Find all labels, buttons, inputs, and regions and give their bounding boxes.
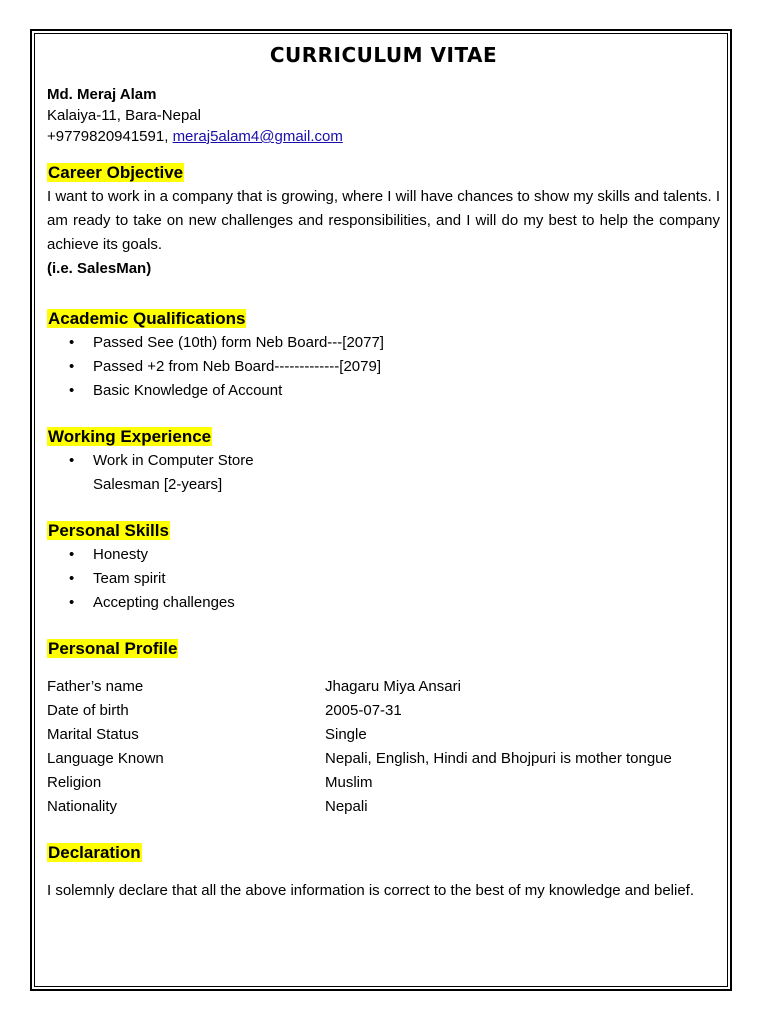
experience-detail: Salesman [2-years] xyxy=(93,476,223,493)
applicant-phone: +9779820941591, xyxy=(47,128,169,145)
academic-heading: Academic Qualifications xyxy=(48,309,246,328)
table-row: Marital Status Single xyxy=(47,726,367,743)
skills-list xyxy=(47,543,720,615)
list-item: • Basic Knowledge of Account xyxy=(69,382,283,399)
contact-block xyxy=(47,84,720,147)
career-objective-role: (i.e. SalesMan) xyxy=(47,260,152,277)
experience-list xyxy=(47,449,720,473)
cv-document xyxy=(47,40,720,903)
declaration-heading: Declaration xyxy=(48,843,141,862)
applicant-name: Md. Meraj Alam xyxy=(47,86,157,103)
declaration-text: I solemnly declare that all the above information is correct to the best of my knowledge and belief. xyxy=(47,882,695,899)
table-row: Language Known Nepali, English, Hindi and Bhojpuri is mother tongue xyxy=(47,750,672,767)
email-link[interactable]: meraj5alam4@gmail.com xyxy=(172,128,343,145)
profile-table xyxy=(47,675,672,819)
table-row: Date of birth 2005-07-31 xyxy=(47,702,402,719)
academic-list xyxy=(47,331,720,403)
career-objective-heading: Career Objective xyxy=(48,163,184,182)
table-row: Nationality Nepali xyxy=(47,798,368,815)
list-item: • Team spirit xyxy=(69,570,166,587)
list-item: • Passed See (10th) form Neb Board---[2077] xyxy=(69,334,384,351)
list-item: • Passed +2 from Neb Board-------------[2079] xyxy=(69,358,381,375)
table-row: Father’s name Jhagaru Miya Ansari xyxy=(47,678,461,695)
table-row: Religion Muslim xyxy=(47,774,373,791)
list-item: • Honesty xyxy=(69,546,149,563)
experience-heading: Working Experience xyxy=(48,427,212,446)
document-title: CURRICULUM VITAE xyxy=(269,43,498,67)
applicant-address: Kalaiya-11, Bara-Nepal xyxy=(47,107,201,124)
career-objective-text: I want to work in a company that is growing, where I will have chances to show my skills and talents. I am ready to take on new challenges and responsibilities, and I will do my best to help the company achieve its goals. xyxy=(47,188,720,253)
skills-heading: Personal Skills xyxy=(48,521,169,540)
list-item: • Accepting challenges xyxy=(69,594,235,611)
profile-heading: Personal Profile xyxy=(48,639,178,658)
list-item: • Work in Computer Store xyxy=(69,452,254,469)
contact-line xyxy=(47,126,720,147)
